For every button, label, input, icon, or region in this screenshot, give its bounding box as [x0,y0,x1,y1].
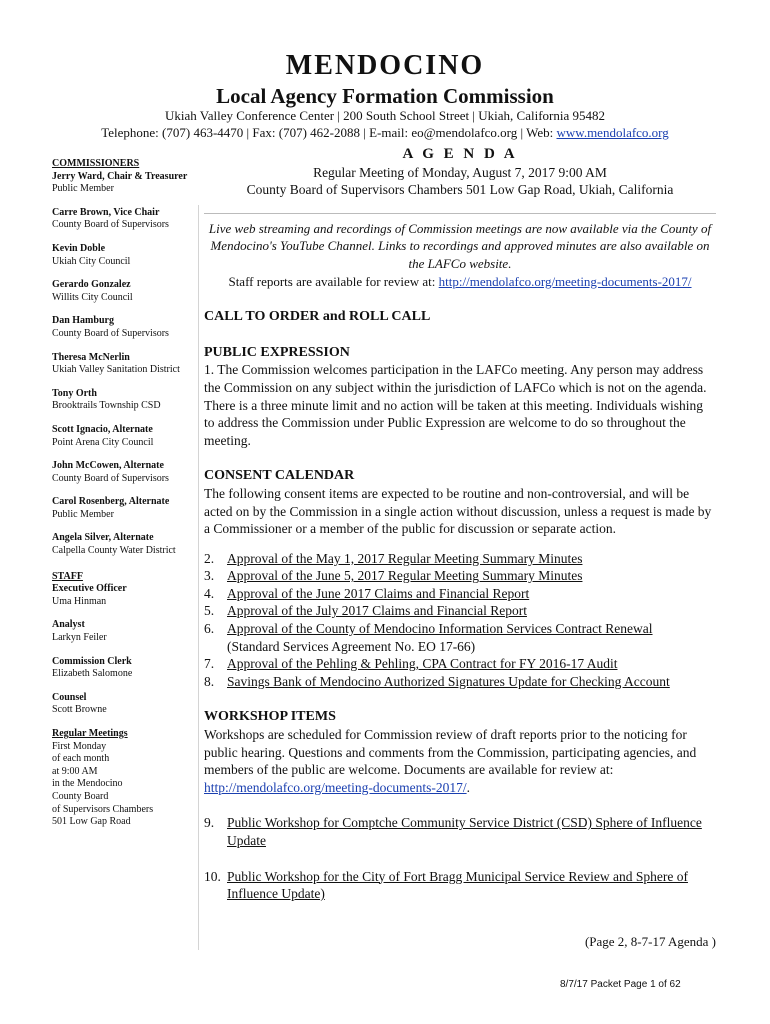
commissioner-role: Point Arena City Council [52,436,154,448]
commissioner-name: Tony Orth [52,387,97,399]
call-to-order-title: CALL TO ORDER and ROLL CALL [204,309,431,325]
consent-item-body [227,620,653,655]
staff-entry [52,583,202,608]
commissioner-name: Kevin Doble [52,242,106,254]
commissioner-name: Angela Silver, Alternate [52,532,154,544]
workshop-text-body: Workshops are scheduled for Commission review of draft reports prior to the noticing for public hearing. Questions and comments from the Commission, participating agencies, and members of the public are welcome. Documents are available for review at: [204,727,697,778]
consent-item[interactable] [204,673,716,691]
commissioner-entry [52,388,202,413]
consent-item-body [227,550,582,568]
contact-text: Telephone: (707) 463-4470 | Fax: (707) 462-2088 | E-mail: eo@mendolafco.org | Web: [101,125,557,140]
staff-person: Scott Browne [52,704,107,716]
consent-text: The following consent items are expected to be routine and non-controversial, and will be acted on by the Commission in a single action without discussion, unless a request is made by a Commissioner or a member of the public for discussion or separate action. [204,485,712,537]
org-address: Ukiah Valley Conference Center | 200 South School Street | Ukiah, California 95482 [164,108,605,123]
column-divider [198,205,199,950]
consent-item-body [227,602,527,620]
staff-title: Executive Officer [52,583,127,595]
commissioner-entry [52,352,202,377]
workshop-title: WORKSHOP ITEMS [204,709,336,725]
staff-reports-link[interactable]: http://mendolafco.org/meeting-documents-2017/ [438,273,692,289]
consent-item-link[interactable]: Approval of the July 2017 Claims and Financial Report [227,603,527,619]
agenda-title: A G E N D A [402,146,518,162]
commissioner-entry [52,207,202,232]
consent-item-link[interactable]: Approval of the June 2017 Claims and Financial Report [227,585,530,601]
consent-item[interactable] [204,550,716,568]
commissioner-name: Scott Ignacio, Alternate [52,423,153,435]
commissioner-role: Willits City Council [52,291,133,303]
commissioner-entry [52,424,202,449]
packet-page-number: 8/7/17 Packet Page 1 of 62 [560,979,681,990]
public-expression-text: 1. The Commission welcomes participation in the LAFCo meeting. Any person may address the Commission on any subject within the jurisdiction of LAFCo which is not on the agenda. There is a three minute limit and no action will be taken at this meeting. Individuals wishing to address the Commission under Public Expression are welcome to do so throughout the meeting. [204,362,707,448]
commissioner-role: Calpella County Water District [52,545,176,557]
commissioner-name: John McCowen, Alternate [52,460,164,472]
commissioner-entry [52,532,202,557]
commissioner-name: Jerry Ward, Chair & Treasurer [52,170,188,182]
page-continuation: (Page 2, 8-7-17 Agenda ) [584,934,716,949]
staff-title: Counsel [52,691,87,703]
website-link[interactable]: www.mendolafco.org [556,125,669,140]
consent-item-link[interactable]: Savings Bank of Mendocino Authorized Signatures Update for Checking Account [227,673,670,689]
consent-item-link[interactable]: Approval of the May 1, 2017 Regular Meeting Summary Minutes [227,550,583,566]
commissioner-name: Gerardo Gonzalez [52,279,131,291]
consent-item-link[interactable]: Approval of the Pehling & Pehling, CPA Contract for FY 2016-17 Audit [227,656,618,672]
workshop-item-number: 10. [204,868,221,884]
commissioner-role: County Board of Supervisors [52,219,169,231]
staff-heading: STAFF [52,570,83,582]
consent-item-number: 3. [204,568,215,584]
consent-item-body [227,585,529,603]
commissioner-name: Carre Brown, Vice Chair [52,206,160,218]
workshop-section [204,708,716,902]
meetings-line: of Supervisors Chambers [52,803,154,815]
workshop-docs-link[interactable]: http://mendolafco.org/meeting-documents-2017/ [204,779,467,795]
workshop-text-end: . [466,779,470,795]
staff-title: Commission Clerk [52,655,132,667]
commissioner-role: Public Member [52,183,114,195]
consent-item-body [227,567,582,585]
consent-item-link[interactable]: Approval of the County of Mendocino Information Services Contract Renewal [227,621,653,637]
streaming-notice: Live web streaming and recordings of Commission meetings are now available via the County of Mendocino's YouTube Channel. Links to recordings and approved minutes are also available on the LAFCo website. [204,213,716,273]
commissioner-role: Ukiah Valley Sanitation District [52,364,180,376]
consent-section [204,467,716,690]
consent-title: CONSENT CALENDAR [204,468,355,484]
org-subtitle: Local Agency Formation Commission [216,84,554,108]
staff-person: Larkyn Feiler [52,632,107,644]
meeting-line: Regular Meeting of Monday, August 7, 2017 9:00 AM [313,164,607,180]
commissioner-role: County Board of Supervisors [52,327,169,339]
workshop-item-link[interactable]: Public Workshop for the City of Fort Bragg Municipal Service Review and Sphere of Influence Update) [227,868,688,902]
location-line: County Board of Supervisors Chambers 501 Low Gap Road, Ukiah, California [246,182,674,198]
staff-person: Elizabeth Salomone [52,668,133,680]
commissioner-entry [52,496,202,521]
commissioner-entry [52,243,202,268]
org-contact [0,125,770,141]
consent-item-body [227,655,618,673]
commissioners-heading: COMMISSIONERS [52,158,140,169]
meetings-line: at 9:00 AM [52,765,98,777]
commissioner-role: County Board of Supervisors [52,472,169,484]
consent-item[interactable] [204,585,716,603]
consent-item-number: 8. [204,673,215,689]
public-expression-title: PUBLIC EXPRESSION [204,344,350,360]
staff-list [52,583,202,717]
meetings-line: 501 Low Gap Road [52,816,131,828]
staff-entry [52,619,202,644]
org-name: MENDOCINO [285,50,485,81]
meetings-line: in the Mendocino [52,778,123,790]
staff-title: Analyst [52,619,85,631]
commissioner-role: Ukiah City Council [52,255,131,267]
commissioner-role: Brooktrails Township CSD [52,400,161,412]
commissioner-entry [52,315,202,340]
commissioner-role: Public Member [52,508,114,520]
consent-item[interactable] [204,655,716,673]
meetings-heading: Regular Meetings [52,728,128,739]
public-expression-section [204,344,716,450]
consent-item-number: 5. [204,603,215,619]
workshop-item-link[interactable]: Public Workshop for Comptche Community Service District (CSD) Sphere of Influence Update [227,815,702,848]
meetings-line: First Monday [52,740,107,752]
consent-items [204,550,716,691]
consent-item-number: 7. [204,656,215,672]
consent-item-number: 6. [204,621,215,637]
consent-item-body [227,673,670,691]
workshop-item[interactable] [204,814,716,849]
consent-item-link[interactable]: Approval of the June 5, 2017 Regular Meeting Summary Minutes [227,568,583,584]
workshop-item-number: 9. [204,815,215,831]
commissioners-list [52,171,202,558]
consent-item-number: 4. [204,585,215,601]
consent-item-note: (Standard Services Agreement No. EO 17-66) [227,638,476,654]
call-to-order-section [204,308,716,326]
consent-item[interactable] [204,620,716,655]
workshop-item[interactable] [204,868,716,903]
meetings-info [52,741,202,829]
workshop-items [204,814,716,902]
staff-person: Uma Hinman [52,595,107,607]
consent-item[interactable] [204,602,716,620]
workshop-text [204,726,716,796]
staff-entry [52,656,202,681]
consent-item[interactable] [204,567,716,585]
consent-item-number: 2. [204,550,215,566]
commissioner-name: Dan Hamburg [52,315,114,327]
meetings-line: of each month [52,753,110,765]
commissioner-name: Carol Rosenberg, Alternate [52,496,170,508]
meetings-line: County Board [52,790,109,802]
staff-reports-line [204,273,716,291]
staff-reports-text: Staff reports are available for review at: [228,273,439,289]
commissioner-entry [52,460,202,485]
commissioner-entry [52,279,202,304]
sidebar [52,158,202,829]
staff-entry [52,692,202,717]
agenda-main [204,146,716,903]
commissioner-name: Theresa McNerlin [52,351,130,363]
commissioner-entry [52,171,202,196]
